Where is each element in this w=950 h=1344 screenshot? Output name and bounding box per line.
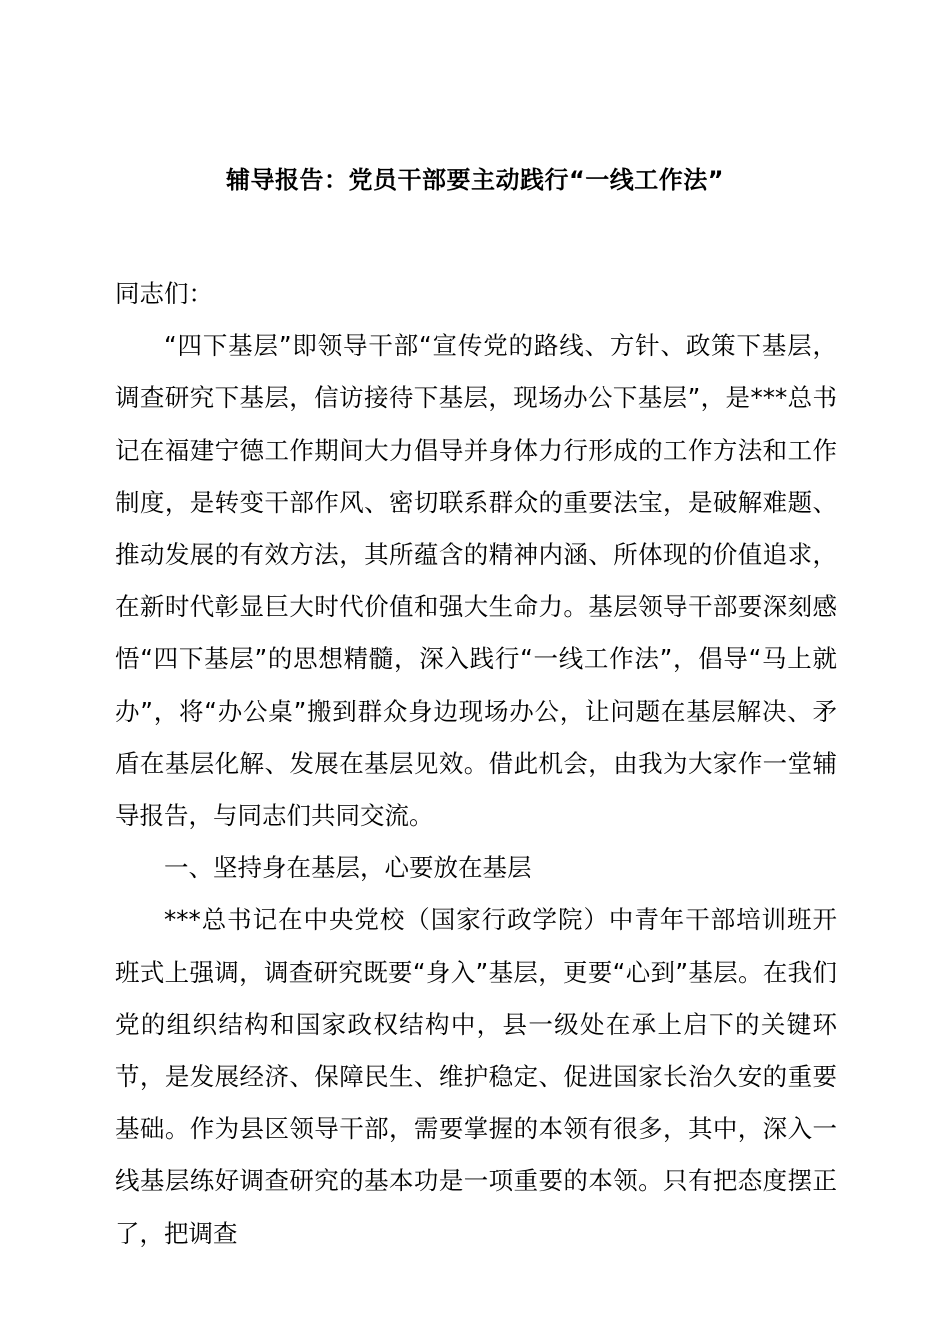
paragraph-intro: “四下基层”即领导干部“宣传党的路线、方针、政策下基层，调查研究下基层，信访接待下基层，现场办公下基层”，是***总书记在福建宁德工作期间大力倡导并身体力行形成的工作方法和工作制度，是转变干部作风、密切联系群众的重要法宝，是破解难题、推动发展的有效方法，其所蕴含的精神内涵、所体现的价值追求，在新时代彰显巨大时代价值和强大生命力。基层领导干部要深刻感悟“四下基层”的思想精髓，深入践行“一线工作法”，倡导“马上就办”，将“办公桌”搬到群众身边现场办公，让问题在基层解决、矛盾在基层化解、发展在基层见效。借此机会，由我为大家作一堂辅导报告，与同志们共同交流。 — [115, 331, 837, 831]
section-heading: 一、坚持身在基层，心要放在基层 — [164, 853, 532, 883]
document-body — [115, 268, 837, 1260]
paragraph-section-1: ***总书记在中央党校（国家行政学院）中青年干部培训班开班式上强调，调查研究既要“身入”基层，更要“心到”基层。在我们党的组织结构和国家政权结构中，县一级处在承上启下的关键环节，是发展经济、保障民生、维护稳定、促进国家长治久安的重要基础。作为县区领导干部，需要掌握的本领有很多，其中，深入一线基层练好调查研究的基本功是一项重要的本领。只有把态度摆正了，把调查 — [115, 905, 837, 1248]
document-title: 辅导报告：党员干部要主动践行“一线工作法” — [225, 166, 725, 194]
salutation: 同志们： — [115, 279, 213, 308]
